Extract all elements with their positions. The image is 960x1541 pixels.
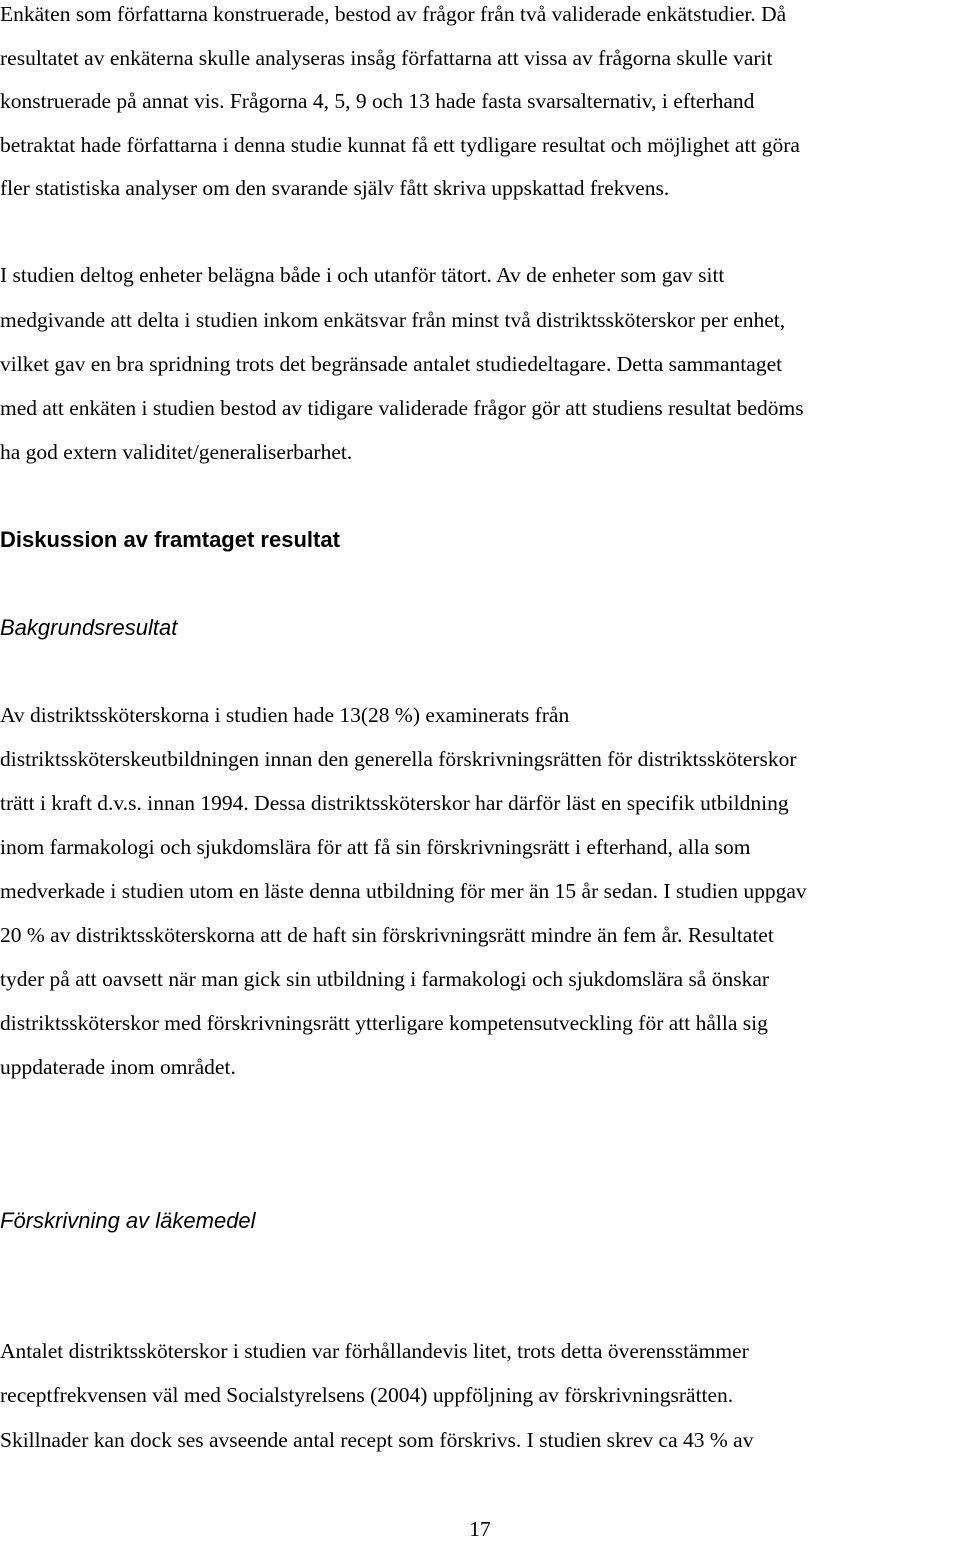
text-line: distriktssköterskeutbildningen innan den generella förskrivningsrätten för distriktssköterskor [0,747,797,771]
text-line: trätt i kraft d.v.s. innan 1994. Dessa distriktssköterskor har därför läst en specifik utbildning [0,791,789,815]
section-heading: Diskussion av framtaget resultat [0,527,340,552]
text-line: ha god extern validitet/generaliserbarhet. [0,440,353,464]
subheading-prescribing: Förskrivning av läkemedel [0,1208,256,1233]
text-line: medverkade i studien utom en läste denna utbildning för mer än 15 år sedan. I studien uppgav [0,879,807,903]
page-number: 17 [469,1517,491,1541]
text-line: 20 % av distriktssköterskorna att de haft sin förskrivningsrätt mindre än fem år. Resultatet [0,923,774,947]
text-line: Skillnader kan dock ses avseende antal recept som förskrivs. I studien skrev ca 43 % av [0,1428,754,1452]
text-line: Av distriktssköterskorna i studien hade 13(28 %) examinerats från [0,703,570,727]
text-line: receptfrekvensen väl med Socialstyrelsens (2004) uppföljning av förskrivningsrätten. [0,1383,734,1407]
text-line: inom farmakologi och sjukdomslära för att få sin förskrivningsrätt i efterhand, alla som [0,835,751,859]
text-line: konstruerade på annat vis. Frågorna 4, 5, 9 och 13 hade fasta svarsalternativ, i efterhand [0,89,755,113]
text-line: resultatet av enkäterna skulle analyseras insåg författarna att vissa av frågorna skulle varit [0,46,773,70]
text-line: betraktat hade författarna i denna studie kunnat få ett tydligare resultat och möjlighet att göra [0,133,800,157]
text-line: uppdaterade inom området. [0,1055,236,1079]
text-line: tyder på att oavsett när man gick sin utbildning i farmakologi och sjukdomslära så önskar [0,967,770,991]
text-line: Antalet distriktssköterskor i studien var förhållandevis litet, trots detta överensstämmer [0,1339,749,1363]
text-line: med att enkäten i studien bestod av tidigare validerade frågor gör att studiens resultat bedöms [0,396,804,420]
text-line: I studien deltog enheter belägna både i och utanför tätort. Av de enheter som gav sitt [0,263,725,287]
text-line: fler statistiska analyser om den svarande själv fått skriva uppskattad frekvens. [0,176,670,200]
text-line: Enkäten som författarna konstruerade, bestod av frågor från två validerade enkätstudier. Då [0,2,787,26]
text-line: distriktssköterskor med förskrivningsrätt ytterligare kompetensutveckling för att hålla sig [0,1011,768,1035]
subheading-background-results: Bakgrundsresultat [0,615,178,640]
text-line: vilket gav en bra spridning trots det begränsade antalet studiedeltagare. Detta sammantaget [0,352,783,376]
text-line: medgivande att delta i studien inkom enkätsvar från minst två distriktssköterskor per enhet, [0,308,786,332]
